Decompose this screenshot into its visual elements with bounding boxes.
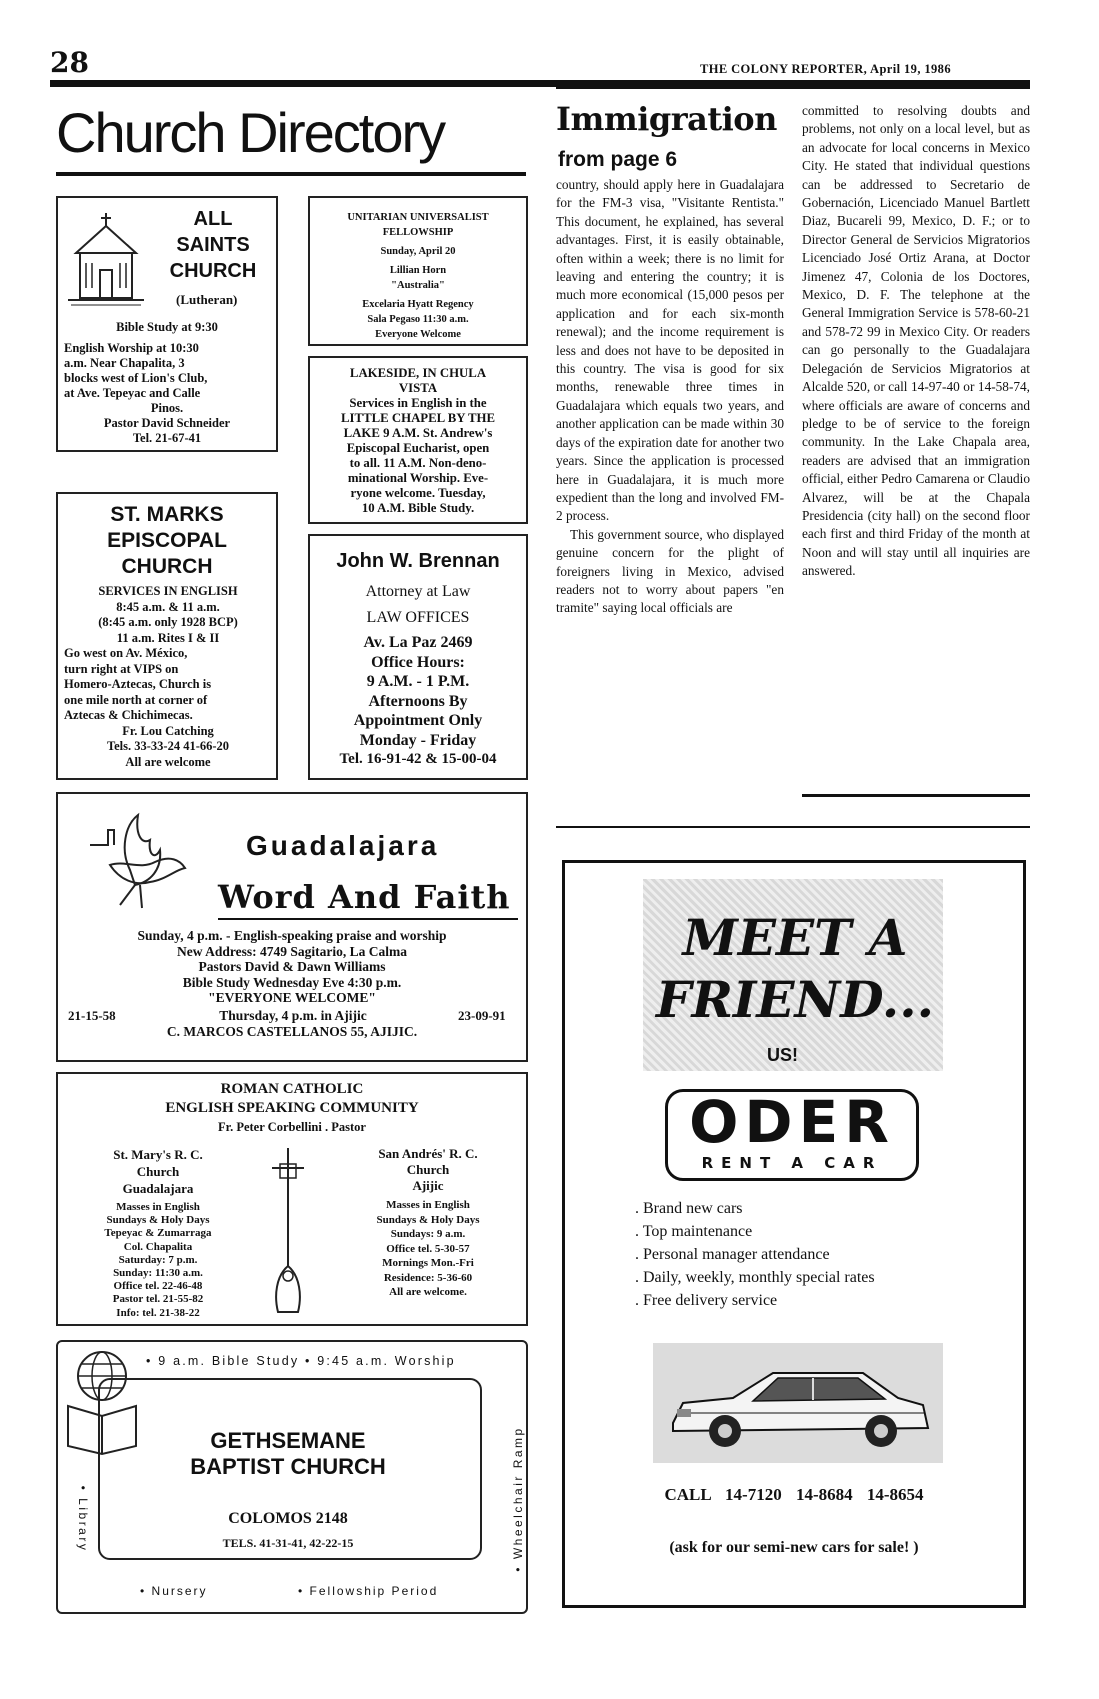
st-marks-name-1: ST. MARKS: [110, 503, 224, 526]
brennan-line: 9 A.M. - 1 P.M.: [366, 673, 470, 690]
article-column-2: [802, 102, 1030, 792]
st-marks-name-3: CHURCH: [121, 555, 213, 578]
all-saints-name-1: ALL: [193, 208, 233, 230]
brennan-name: John W. Brennan: [336, 550, 500, 572]
rc-left-line: St. Mary's R. C.: [113, 1147, 203, 1162]
rc-left-line: Masses in English: [116, 1201, 200, 1213]
rc-right-line: Residence: 5-36-60: [383, 1271, 473, 1284]
rc-right-line: Sundays: 9 a.m.: [390, 1228, 466, 1240]
all-saints-line: English Worship at 10:30: [64, 341, 199, 355]
ad-us: US!: [767, 1045, 798, 1065]
rc-left-line: Col. Chapalita: [123, 1240, 193, 1253]
brennan-line: Tel. 16-91-42 & 15-00-04: [339, 751, 497, 767]
rc-left-line: Guadalajara: [122, 1181, 194, 1196]
lakeside-line: Services in English in the: [349, 396, 487, 410]
article-paragraph: committed to resolving doubts and problems, not only on a local level, but as an advocate for local concerns in Mexico City. He stated that individual questions can be addressed to Secretario de Gobernación, Licenciado Manuel Bartlett Diaz, Bucareli 99, Mexico, D. F.; or to Director General de Servicios Migratorios Licenciado José Ortiz Arana, at Doctor Jimenez 47, Colonia de los Doctores, Mexico, D. F. The telephone at the General Immigration Service is 578-60-21 and 578-72 99 in Mexico City. Or readers can go personally to the Guadalajara Delegación de Servicios Migratorios at Alcalde 520, or call 14-97-40 or 14-58-74, where officials are aware of concerns and pledge to be of service to the foreign community. In the Lake Chapala area, readers are advised that an immigration official, either Pedro Camarena or Claudio Alvarez, will be at the Chapala Presidencia (city hall) on the second floor each first and third Friday of the month at Noon and will stay until all inquiries are answered.: [802, 103, 1030, 579]
all-saints-name-2: SAINTS: [176, 234, 250, 256]
st-marks-line: All are welcome: [125, 754, 211, 769]
article-end-rule: [802, 794, 1030, 797]
rc-left-line: Church: [136, 1164, 180, 1179]
gethsemane-ad: [56, 1340, 528, 1614]
directory-title: Church Directory: [56, 101, 445, 164]
lakeside-line: 10 A.M. Bible Study.: [361, 501, 475, 515]
gethsemane-right: • Wheelchair Ramp: [511, 1426, 525, 1572]
ad-bullet: . Top maintenance: [635, 1223, 753, 1240]
unitarian-line: Sunday, April 20: [380, 246, 456, 257]
rc-right-line: Masses in English: [386, 1199, 470, 1211]
brennan-line: Attorney at Law: [365, 583, 471, 600]
ad-bullet: . Brand new cars: [635, 1200, 743, 1217]
all-saints-line: Tel. 21-67-41: [132, 431, 202, 445]
rc-left-line: Office tel. 22-46-48: [113, 1280, 203, 1293]
rc-left-line: Sundays & Holy Days: [106, 1214, 210, 1227]
rc-left-line: Pastor tel. 21-55-82: [112, 1293, 204, 1306]
cross-figure-icon: [258, 1146, 318, 1316]
unitarian-ad: [308, 196, 528, 346]
article-paragraph: This government source, who displayed genuine concern for the plight of foreigners living in Mexico, advised readers not to worry about papers "en tramite" saying local officials are: [556, 526, 784, 616]
rc-right-line: San Andrés' R. C.: [378, 1146, 478, 1161]
rc-right-line: Sundays & Holy Days: [376, 1213, 480, 1226]
st-marks-line: (8:45 a.m. only 1928 BCP): [98, 615, 238, 629]
lakeside-line: minational Worship. Eve-: [347, 471, 489, 485]
st-marks-line: Homero-Aztecas, Church is: [64, 677, 212, 691]
st-marks-line: SERVICES IN ENGLISH: [98, 584, 238, 598]
ad-headline-1: MEET A: [682, 908, 908, 967]
unitarian-line: Excelaria Hyatt Regency: [362, 299, 474, 310]
brennan-ad: [308, 534, 528, 780]
st-marks-line: Aztecas & Chichimecas.: [64, 708, 193, 722]
rent-a-car-ad: [562, 860, 1026, 1608]
word-faith-name: Word And Faith: [218, 878, 511, 916]
article-subhead: from page 6: [558, 148, 678, 171]
brennan-line: Monday - Friday: [359, 731, 477, 749]
rc-left-line: Info: tel. 21-38-22: [116, 1306, 200, 1319]
rc-title: ROMAN CATHOLIC: [220, 1081, 364, 1097]
car-image: [653, 1343, 943, 1463]
directory-title-rule: [56, 172, 526, 176]
unitarian-line: FELLOWSHIP: [382, 227, 454, 238]
oder-logo-text: ODER: [689, 1088, 895, 1156]
brennan-line: Afternoons By: [368, 692, 468, 710]
ad-bullet: . Free delivery service: [635, 1292, 778, 1309]
unitarian-line: UNITARIAN UNIVERSALIST: [347, 212, 489, 223]
dove-flame-icon: [80, 810, 190, 910]
roman-catholic-ad: [56, 1072, 528, 1326]
st-marks-line: Fr. Lou Catching: [122, 723, 214, 738]
all-saints-line: a.m. Near Chapalita, 3: [64, 356, 185, 370]
all-saints-line: Pinos.: [150, 401, 184, 415]
gethsemane-phones: TELS. 41-31-41, 42-22-15: [222, 1536, 354, 1550]
lakeside-line: to all. 11 A.M. Non-deno-: [349, 456, 487, 470]
st-marks-line: 8:45 a.m. & 11 a.m.: [116, 599, 220, 614]
ad-footer: (ask for our semi-new cars for sale! ): [669, 1539, 919, 1556]
word-faith-line: "EVERYONE WELCOME": [208, 990, 376, 1005]
st-marks-line: Go west on Av. México,: [64, 646, 188, 660]
rc-right-line: Ajijic: [412, 1178, 444, 1193]
masthead: THE COLONY REPORTER, April 19, 1986: [700, 62, 951, 76]
oder-logo-sub: RENT A CAR: [701, 1154, 883, 1172]
brennan-line: LAW OFFICES: [366, 608, 470, 626]
all-saints-line: at Ave. Tepeyac and Calle: [64, 386, 201, 400]
page-number: 28: [50, 46, 89, 79]
rc-subtitle: ENGLISH SPEAKING COMMUNITY: [165, 1100, 419, 1116]
unitarian-line: Sala Pegaso 11:30 a.m.: [367, 314, 469, 325]
brennan-line: Appointment Only: [353, 712, 483, 729]
ad-headline-2: FRIEND...: [655, 970, 935, 1029]
word-faith-line: New Address: 4749 Sagitario, La Calma: [176, 943, 407, 959]
oder-logo: [665, 1089, 919, 1181]
word-faith-line: Pastors David & Dawn Williams: [198, 959, 386, 974]
gethsemane-top: • 9 a.m. Bible Study • 9:45 a.m. Worship: [146, 1354, 456, 1368]
article-headline: Immigration: [556, 100, 777, 138]
rc-left-line: Saturday: 7 p.m.: [118, 1253, 198, 1266]
all-saints-name-3: CHURCH: [169, 260, 257, 282]
gethsemane-address: COLOMOS 2148: [228, 1510, 348, 1527]
st-marks-line: Tels. 33-33-24 41-66-20: [106, 739, 230, 753]
word-faith-address: C. MARCOS CASTELLANOS 55, AJIJIC.: [166, 1024, 418, 1039]
word-faith-phone-right: 23-09-91: [458, 1008, 506, 1023]
unitarian-line: "Australia": [391, 280, 445, 291]
word-faith-rule: [218, 918, 518, 920]
all-saints-line: blocks west of Lion's Club,: [64, 371, 208, 385]
brennan-line: Office Hours:: [371, 653, 465, 671]
lakeside-line: LITTLE CHAPEL BY THE: [341, 411, 495, 425]
lakeside-line: LAKESIDE, IN CHULA: [349, 366, 487, 380]
rc-right-line: All are welcome.: [389, 1286, 467, 1298]
rc-right-line: Mornings Mon.-Fri: [382, 1257, 474, 1269]
ad-call: CALL 14-7120 14-8684 14-8654: [664, 1485, 924, 1504]
gethsemane-bottom-right: • Fellowship Period: [298, 1584, 439, 1598]
word-faith-phone-left: 21-15-58: [68, 1008, 116, 1023]
brennan-line: Av. La Paz 2469: [363, 634, 473, 651]
rc-right-line: Church: [406, 1162, 450, 1177]
unitarian-line: Everyone Welcome: [375, 329, 461, 340]
word-faith-thursday: Thursday, 4 p.m. in Ajijic: [219, 1008, 367, 1023]
rc-right-line: Office tel. 5-30-57: [386, 1242, 470, 1255]
lakeside-ad: [308, 356, 528, 524]
ad-bullet: . Daily, weekly, monthly special rates: [635, 1269, 875, 1286]
lakeside-line: VISTA: [398, 381, 438, 395]
gethsemane-left: • Library: [76, 1485, 90, 1553]
word-faith-line: Bible Study Wednesday Eve 4:30 p.m.: [182, 974, 402, 990]
st-marks-name-2: EPISCOPAL: [107, 529, 227, 552]
gethsemane-name-2: BAPTIST CHURCH: [190, 1454, 386, 1479]
ad-bullet: . Personal manager attendance: [635, 1246, 830, 1263]
all-saints-line: Pastor David Schneider: [103, 416, 231, 430]
lakeside-line: Episcopal Eucharist, open: [346, 441, 490, 455]
church-building-icon: [66, 208, 146, 308]
st-marks-line: 11 a.m. Rites I & II: [116, 630, 220, 645]
gethsemane-bottom-left: • Nursery: [140, 1584, 208, 1598]
all-saints-line: Bible Study at 9:30: [116, 320, 218, 334]
st-marks-line: one mile north at corner of: [64, 692, 208, 707]
word-faith-line: Sunday, 4 p.m. - English-speaking praise and worship: [137, 928, 447, 943]
rc-pastor: Fr. Peter Corbellini . Pastor: [218, 1120, 366, 1134]
lakeside-line: LAKE 9 A.M. St. Andrew's: [343, 426, 493, 440]
lakeside-line: ryone welcome. Tuesday,: [350, 486, 486, 500]
word-and-faith-ad: [56, 792, 528, 1062]
article-paragraph: country, should apply here in Guadalajara for the FM-3 visa, "Visitante Rentista." This document, he explained, has several advantages. First, it is easily obtainable, often within a week; there is no limit for leaving and entering the country; it is much more economical (15,000 pesos per application and for each six-month renewal); and the income requirement is less and does not have to be deposited in this country. The visa is good for six months, renewable three times in Guadalajara which equals two years, and another application can be made within 30 days of the expiration date for another two years. Since the application is processed here in Guadalajara, it is much more expedient than the long and involved FM-2 process.: [556, 177, 784, 524]
st-marks-ad: [56, 492, 278, 780]
article-column-1: [556, 176, 784, 800]
all-saints-ad: [56, 196, 278, 452]
rc-left-line: Sunday: 11:30 a.m.: [113, 1267, 203, 1280]
word-faith-city: Guadalajara: [246, 830, 440, 861]
rc-left-line: Tepeyac & Zumarraga: [104, 1227, 212, 1240]
article-bottom-rule: [556, 826, 1030, 828]
gethsemane-name-1: GETHSEMANE: [210, 1428, 366, 1453]
st-marks-line: turn right at VIPS on: [64, 661, 179, 676]
unitarian-line: Lillian Horn: [389, 265, 447, 276]
all-saints-denomination: (Lutheran): [176, 292, 238, 307]
article-top-rule: [556, 86, 1030, 89]
